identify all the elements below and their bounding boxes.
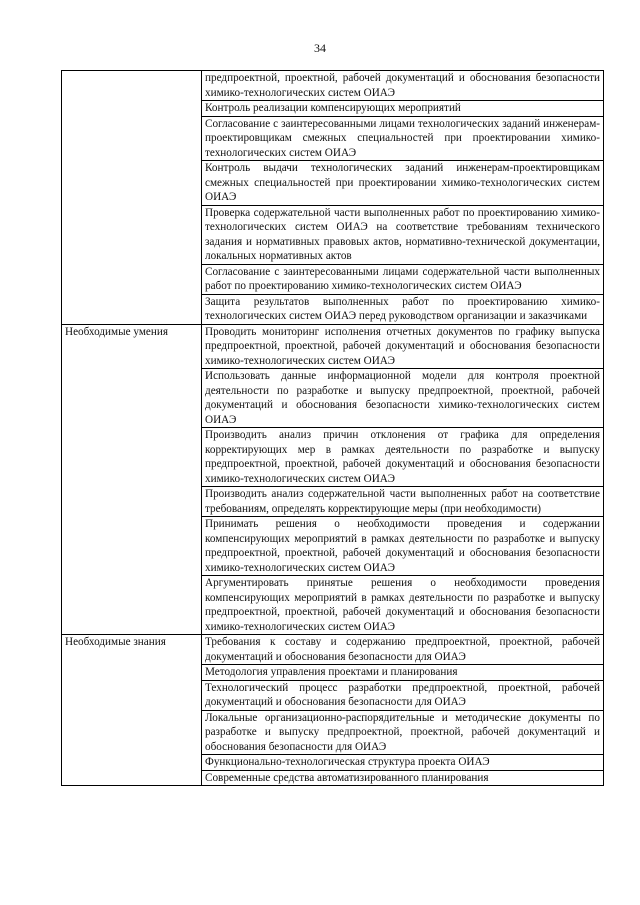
labor-action-text: Согласование с заинтересованными лицами технологических заданий инженерам-проектировщикам смежных специальностей при проектировании химико-технологических систем ОИАЭ [202,116,604,161]
knowledge-text: Современные средства автоматизированного планирования [202,770,604,786]
knowledge-label: Необходимые знания [62,635,202,786]
labor-action-text: Защита результатов выполненных работ по проектированию химико-технологических систем ОИАЭ перед руководством организации и заказчиками [202,294,604,324]
labor-action-text: Согласование с заинтересованными лицами содержательной части выполненных работ по проектированию химико-технологических систем ОИАЭ [202,264,604,294]
skill-text: Использовать данные информационной модели для контроля проектной деятельности по разработке и выпуску предпроектной, проектной, рабочей документаций и обоснования безопасности химико-технологических систем ОИАЭ [202,369,604,428]
knowledge-text: Технологический процесс разработки предпроектной, проектной, рабочей документаций и обоснования безопасности для ОИАЭ [202,680,604,710]
table-row [62,324,604,369]
knowledge-text: Требования к составу и содержанию предпроектной, проектной, рабочей документаций и обоснования безопасности для ОИАЭ [202,635,604,665]
knowledge-text: Методология управления проектами и планирования [202,665,604,681]
row-label-continued [62,71,202,325]
skill-text: Проводить мониторинг исполнения отчетных документов по графику выпуска предпроектной, проектной, рабочей документаций и обоснования безопасности химико-технологических систем ОИАЭ [202,324,604,369]
competency-table [61,70,604,786]
skill-text: Производить анализ причин отклонения от графика для определения корректирующих мер в рамках деятельности по разработке и выпуску предпроектной, проектной, рабочей документаций и обоснования безопасности химико-технологических систем ОИАЭ [202,428,604,487]
knowledge-text: Локальные организационно-распорядительные и методические документы по разработке и выпуску предпроектной, проектной, рабочей документаций и обоснования безопасности для ОИАЭ [202,710,604,755]
skill-text: Принимать решения о необходимости проведения и содержании компенсирующих мероприятий в рамках деятельности по разработке и выпуску предпроектной, проектной, рабочей документаций и обоснования безопасности химико-технологических систем ОИАЭ [202,517,604,576]
skills-label: Необходимые умения [62,324,202,635]
table-row [62,71,604,101]
labor-action-text: Проверка содержательной части выполненных работ по проектированию химико-технологических систем ОИАЭ на соответствие требованиям технического задания и нормативных правовых актов, нормативно-технической документации, локальных нормативных актов [202,205,604,264]
page-number: 34 [314,41,326,55]
labor-action-text: Контроль реализации компенсирующих мероприятий [202,101,604,117]
knowledge-text: Функционально-технологическая структура проекта ОИАЭ [202,755,604,771]
labor-action-text: Контроль выдачи технологических заданий инженерам-проектировщикам смежных специальностей при проектировании химико-технологических систем ОИАЭ [202,161,604,206]
skill-text: Аргументировать принятые решения о необходимости проведения компенсирующих мероприятий в рамках деятельности по разработке и выпуску предпроектной, проектной, рабочей документаций и обоснования безопасности химико-технологических систем ОИАЭ [202,576,604,635]
skill-text: Производить анализ содержательной части выполненных работ на соответствие требованиям, определять корректирующие меры (при необходимости) [202,487,604,517]
labor-action-text: предпроектной, проектной, рабочей документаций и обоснования безопасности химико-технологических систем ОИАЭ [202,71,604,101]
table-row [62,635,604,665]
